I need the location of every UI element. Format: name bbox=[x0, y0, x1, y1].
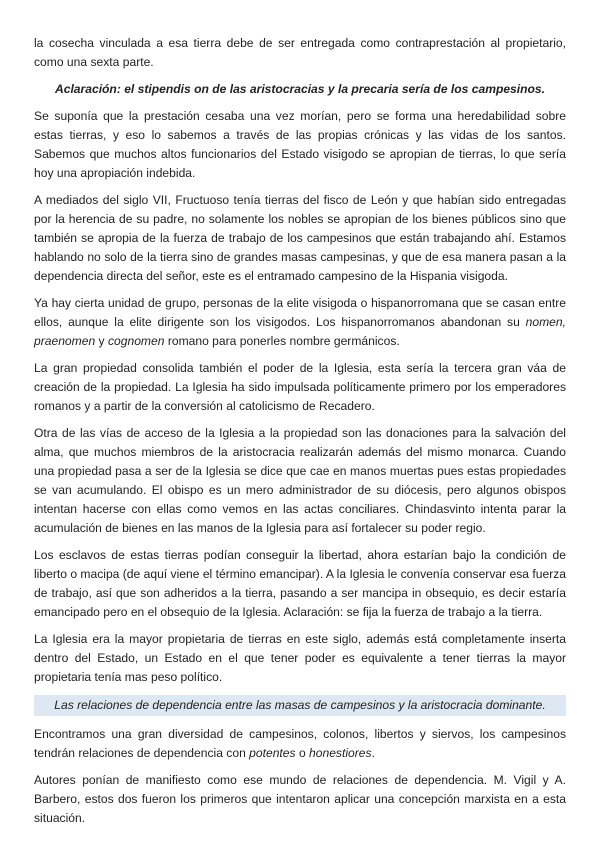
paragraph: Los esclavos de estas tierras podían conseguir la libertad, ahora estarían bajo la condición de liberto o macipa (de aquí viene el término emancipar). A la Iglesia le convenía conservar esa fuerza de trabajo, así que son adheridos a la tierra, pasando a ser mancipa in obsequio, es decir estaría emancipado pero en el obsequio de la Iglesia. Aclaración: se fija la fuerza de trabajo a la tierra. bbox=[34, 548, 566, 619]
text-run: romano para ponerles nombre germánicos. bbox=[164, 334, 400, 348]
section-heading: Las relaciones de dependencia entre las masas de campesinos y la aristocracia dominante. bbox=[34, 695, 566, 716]
paragraph: La gran propiedad consolida también el poder de la Iglesia, esta sería la tercera gran váa de creación de la propiedad. La Iglesia ha sido impulsada políticamente primero por los emperadores romanos y a partir de la conversión al catolicismo de Recadero. bbox=[34, 361, 566, 413]
paragraph: Autores ponían de manifiesto como ese mundo de relaciones de dependencia. M. Vigil y A. Barbero, estos dos fueron los primeros que intentaron aplicar una concepción marxista en a esta situación. bbox=[34, 773, 566, 825]
document-page bbox=[34, 34, 566, 836]
text-run: . bbox=[371, 746, 375, 760]
paragraph: La Iglesia era la mayor propietaria de tierras en este siglo, además está completamente inserta dentro del Estado, un Estado en el que tener poder es equivalente a tener tierras la mayor propietaria tenía mas peso político. bbox=[34, 632, 566, 684]
text-run: y bbox=[95, 334, 108, 348]
italic-term: honestiores bbox=[309, 746, 372, 760]
paragraph: la cosecha vinculada a esa tierra debe de ser entregada como contraprestación al propietario, como una sexta parte. bbox=[34, 36, 566, 69]
paragraph bbox=[34, 725, 566, 763]
paragraph: Otra de las vías de acceso de la Iglesia a la propiedad son las donaciones para la salvación del alma, que muchos miembros de la aristocracia realizarán además del mismo monarca. Cuando una propiedad pasa a ser de la Iglesia se dice que cae en manos muertas pues estas propiedades se van acumulando. El obispo es un mero administrador de su diócesis, pero algunos obispos intentan hacerse con ellas como vemos en las actas conciliares. Chindasvinto intenta parar la acumulación de bienes en las manos de la Iglesia para así fortalecer su poder regio. bbox=[34, 426, 566, 535]
text-run: o bbox=[295, 746, 310, 760]
paragraph: Se suponía que la prestación cesaba una vez morían, pero se forma una heredabilidad sobre estas tierras, y eso lo sabemos a través de las propias crónicas y las vidas de los santos. Sabemos que muchos altos funcionarios del Estado visigodo se apropian de tierras, lo que sería hoy una apropiación indebida. bbox=[34, 109, 566, 180]
italic-term: potentes bbox=[249, 746, 296, 760]
paragraph: A mediados del siglo VII, Fructuoso tenía tierras del fisco de León y que habían sido entregadas por la herencia de su padre, no solamente los nobles se apropian de los bienes públicos sino que también se apropia de la fuerza de trabajo de los campesinos que están trabajando ahí. Estamos hablando no solo de la tierra sino de grandes masas campesinas, y que de esa manera pasan a la dependencia directa del señor, este es el entramado campesino de la Hispania visigoda. bbox=[34, 193, 566, 283]
italic-term: nomen, praenomen bbox=[34, 315, 566, 348]
text-run: Ya hay cierta unidad de grupo, personas de la elite visigoda o hispanorromana que se casan entre ellos, aunque la elite dirigente son los visigodos. Los hispanorromanos abandonan su bbox=[34, 296, 566, 329]
italic-term: cognomen bbox=[107, 334, 165, 348]
clarification-note: Aclaración: el stipendis on de las aristocracias y la precaria sería de los campesinos. bbox=[54, 82, 546, 96]
text-run: Encontramos una gran diversidad de campesinos, colonos, libertos y siervos, los campesinos tendrán relaciones de dependencia con bbox=[34, 727, 566, 760]
paragraph bbox=[34, 294, 566, 351]
